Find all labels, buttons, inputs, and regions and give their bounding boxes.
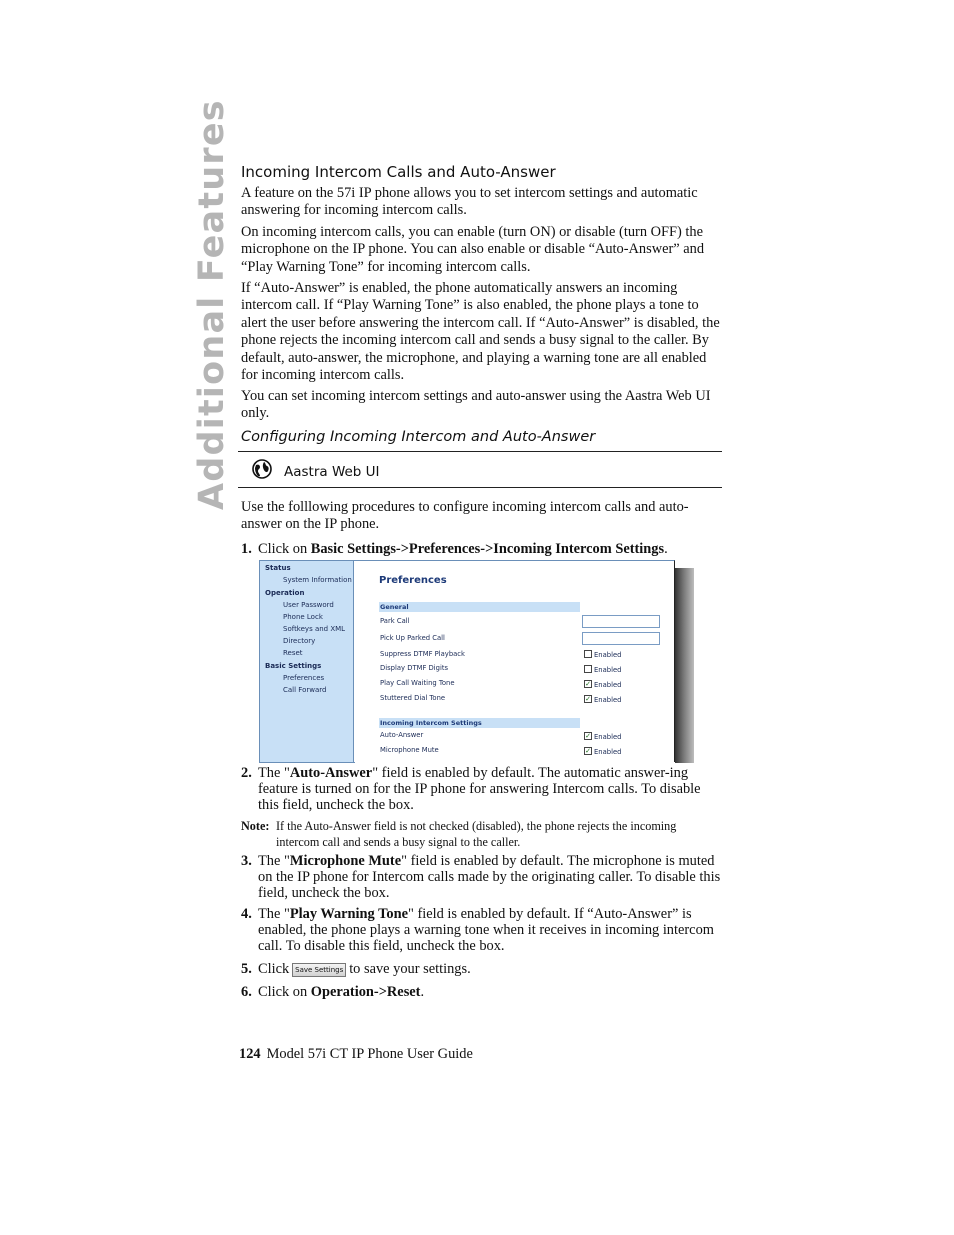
- step-text: Click on Operation->Reset.: [258, 984, 425, 1000]
- nav-reset[interactable]: Reset: [283, 649, 303, 657]
- save-settings-button[interactable]: Save Settings: [292, 963, 346, 977]
- web-ui-screenshot: [259, 560, 694, 763]
- field-name: Microphone Mute: [289, 853, 402, 869]
- park-call-label: Park Call: [380, 617, 410, 625]
- suppress-dtmf-checkbox[interactable]: [584, 650, 592, 658]
- note-label: Note:: [241, 819, 270, 833]
- step-number: 2.: [241, 765, 252, 781]
- section-title: Incoming Intercom Calls and Auto-Answer: [241, 163, 556, 181]
- step-text: The "Auto-Answer" field is enabled by default. The automatic answer-ing feature is turned on for the IP phone for answering Intercom calls. To disable this field, uncheck the box.: [258, 765, 701, 813]
- enabled-label: Enabled: [594, 666, 622, 674]
- auto-answer-checkbox[interactable]: ✓: [585, 732, 591, 740]
- menu-path: Operation->Reset: [310, 984, 421, 1000]
- nav-sidebar: [259, 560, 355, 763]
- microphone-mute-checkbox[interactable]: ✓: [585, 747, 591, 755]
- nav-softkeys-xml[interactable]: Softkeys and XML: [283, 625, 346, 633]
- nav-directory[interactable]: Directory: [283, 637, 316, 645]
- page-footer: [239, 1046, 473, 1063]
- general-header: General: [379, 602, 580, 612]
- step-text: The "Play Warning Tone" field is enabled by default. If “Auto-Answer” is enabled, the phone plays a warning tone when it receives in incoming intercom call. To disable this field, uncheck the box.: [258, 906, 714, 954]
- enabled-label: Enabled: [594, 733, 622, 741]
- side-chapter-title: Additional Features: [192, 99, 232, 510]
- screenshot-shadow: [675, 568, 694, 763]
- enabled-label: Enabled: [594, 696, 622, 704]
- divider-bottom: [238, 487, 722, 488]
- step-number: 6.: [241, 984, 252, 1000]
- note-text: If the Auto-Answer field is not checked (disabled), the phone rejects the incoming intercom call and sends a busy signal to the caller.: [276, 819, 677, 849]
- pickup-parked-input[interactable]: [582, 632, 660, 645]
- call-waiting-tone-checkbox[interactable]: ✓: [585, 680, 591, 688]
- field-name: Auto-Answer: [289, 765, 373, 781]
- divider-top: [238, 451, 722, 452]
- paragraph-4: You can set incoming intercom settings and auto-answer using the Aastra Web UI only.: [241, 388, 711, 422]
- call-waiting-tone-label: Play Call Waiting Tone: [380, 679, 455, 687]
- step-number: 1.: [241, 541, 252, 557]
- auto-answer-label: Auto-Answer: [380, 731, 424, 739]
- nav-phone-lock[interactable]: Phone Lock: [283, 613, 323, 621]
- step-text: Click on Basic Settings->Preferences->Incoming Intercom Settings.: [258, 541, 668, 557]
- menu-path: Basic Settings->Preferences->Incoming Intercom Settings: [310, 541, 665, 557]
- globe-icon: [252, 459, 272, 479]
- nav-user-password[interactable]: User Password: [283, 601, 334, 609]
- field-name: Play Warning Tone: [289, 906, 408, 922]
- enabled-label: Enabled: [594, 681, 622, 689]
- step-text: The "Microphone Mute" field is enabled by default. The microphone is muted on the IP phone for Intercom calls made by the originating caller. To disable this field, uncheck the box.: [258, 853, 721, 901]
- nav-status[interactable]: Status: [265, 564, 291, 572]
- enabled-label: Enabled: [594, 651, 622, 659]
- nav-operation[interactable]: Operation: [265, 589, 305, 597]
- subsection-title: Configuring Incoming Intercom and Auto-Answer: [241, 429, 596, 445]
- page-number: 124: [239, 1046, 261, 1062]
- paragraph-3: If “Auto-Answer” is enabled, the phone automatically answers an incoming intercom call. If “Play Warning Tone” is also enabled, the phone plays a tone to alert the user before answering the intercom call. If “Auto-Answer” is disabled, the phone rejects the incoming intercom call and sends a busy signal to the caller. By default, auto-answer, the microphone, and playing a warning tone are all enabled for incoming intercom calls.: [241, 280, 720, 384]
- intercom-header: Incoming Intercom Settings: [379, 718, 580, 728]
- preferences-title: Preferences: [379, 575, 447, 586]
- intro-text: Use the folllowing procedures to configure incoming intercom calls and auto-answer on the IP phone.: [241, 499, 689, 533]
- nav-basic-settings[interactable]: Basic Settings: [265, 662, 322, 670]
- nav-system-information[interactable]: System Information: [283, 576, 352, 584]
- stuttered-dial-tone-label: Stuttered Dial Tone: [380, 694, 446, 702]
- web-ui-label: Aastra Web UI: [284, 464, 380, 480]
- enabled-label: Enabled: [594, 748, 622, 756]
- display-dtmf-checkbox[interactable]: [584, 665, 592, 673]
- step-number: 3.: [241, 853, 252, 869]
- step-number: 5.: [241, 961, 252, 977]
- guide-title: Model 57i CT IP Phone User Guide: [266, 1046, 473, 1062]
- step-number: 4.: [241, 906, 252, 922]
- nav-preferences[interactable]: Preferences: [283, 674, 325, 682]
- paragraph-2: On incoming intercom calls, you can enable (turn ON) or disable (turn OFF) the microphone on the IP phone. You can also enable or disable “Auto-Answer” and “Play Warning Tone” for incoming intercom calls.: [241, 224, 705, 275]
- suppress-dtmf-label: Suppress DTMF Playback: [380, 650, 465, 658]
- display-dtmf-label: Display DTMF Digits: [380, 664, 449, 672]
- stuttered-dial-tone-checkbox[interactable]: ✓: [585, 695, 591, 703]
- pickup-parked-label: Pick Up Parked Call: [380, 634, 445, 642]
- microphone-mute-label: Microphone Mute: [380, 746, 439, 754]
- step-text: Click Save Settings to save your settings.: [258, 961, 471, 977]
- park-call-input[interactable]: [582, 615, 660, 628]
- paragraph-1: A feature on the 57i IP phone allows you to set intercom settings and automatic answering for incoming intercom calls.: [241, 185, 698, 219]
- nav-call-forward[interactable]: Call Forward: [283, 686, 327, 694]
- preferences-panel: [354, 560, 675, 762]
